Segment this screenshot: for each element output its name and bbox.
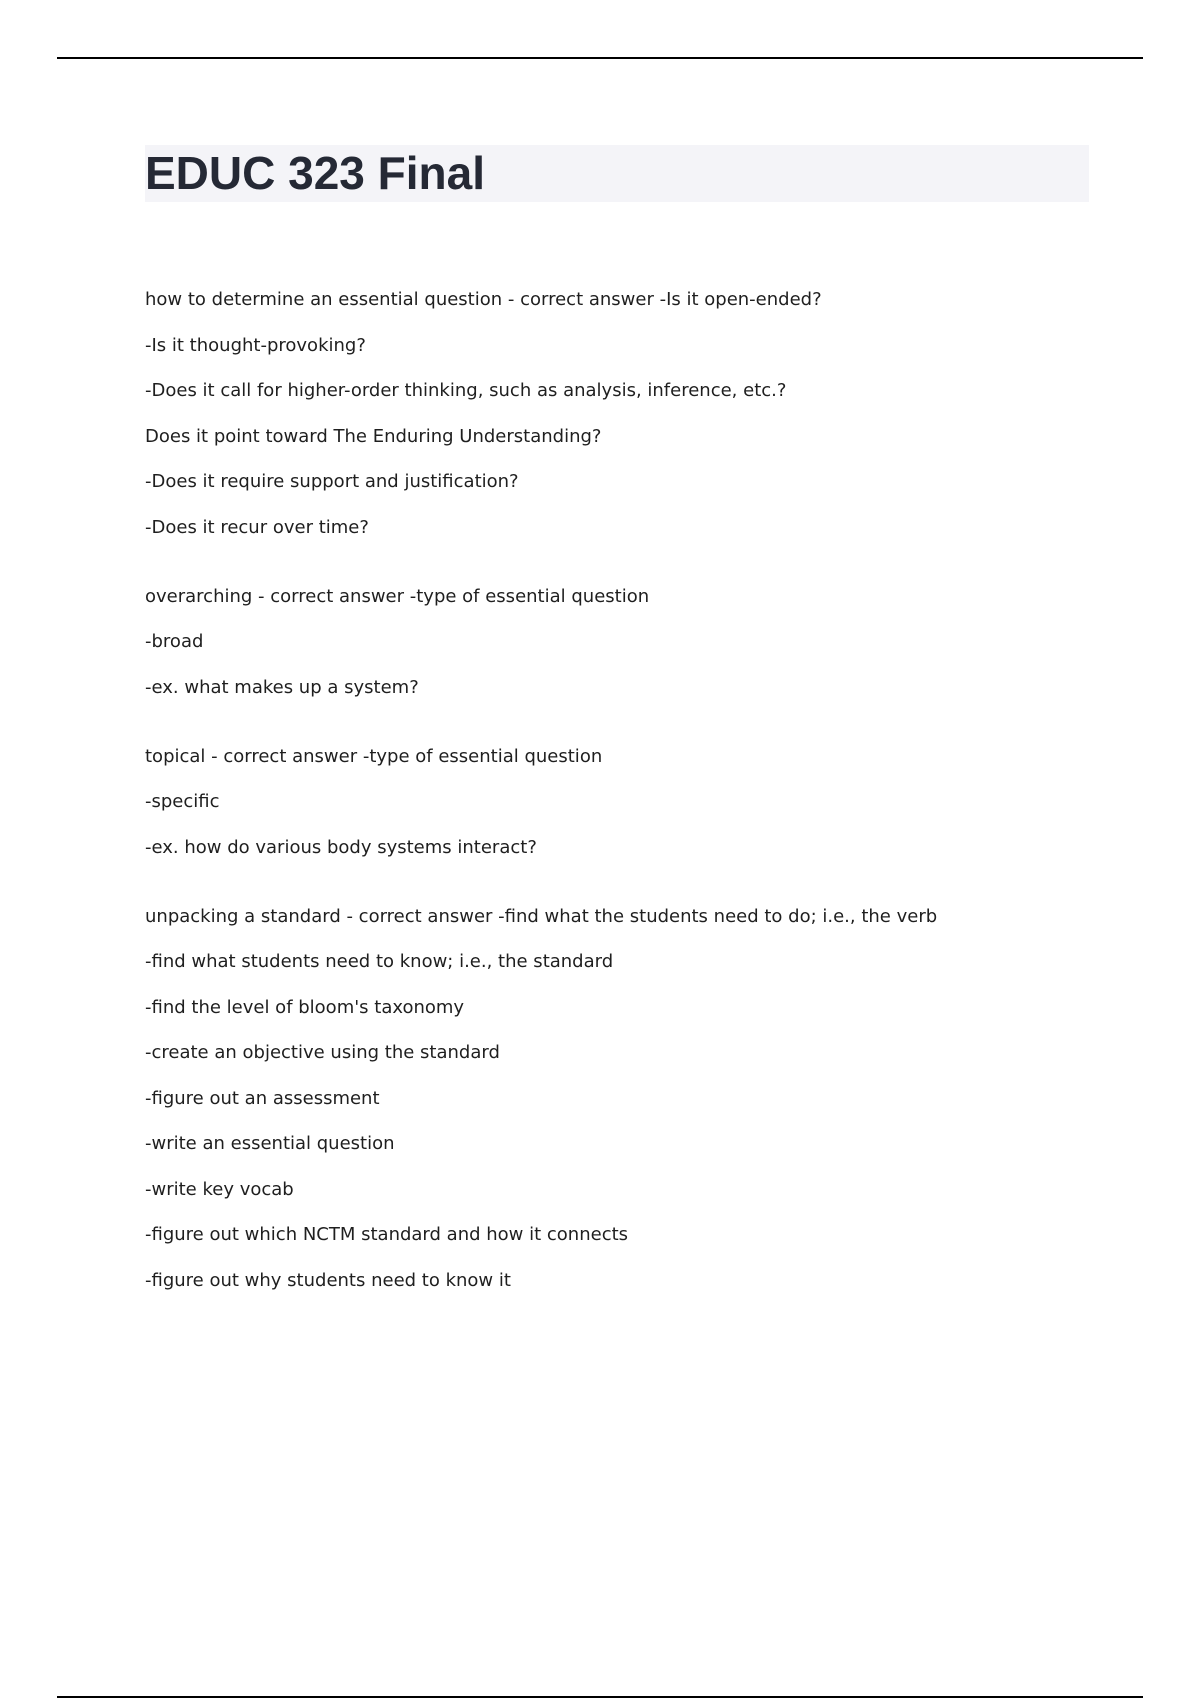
text-line: -ex. how do various body systems interact?	[145, 836, 537, 858]
text-line: -Does it require support and justification?	[145, 471, 519, 492]
qa-block-unpacking-standard	[145, 905, 1089, 1293]
text-line: -figure out why students need to know it	[145, 1269, 511, 1291]
qa-block-topical	[145, 745, 1089, 860]
text-line: Does it point toward The Enduring Understanding?	[145, 425, 602, 447]
text-line: -Does it recur over time?	[145, 516, 369, 538]
text-line: -ex. what makes up a system?	[145, 676, 419, 698]
document-title: EDUC 323 Final	[145, 147, 485, 199]
text-line: how to determine an essential question - correct answer -Is it open-ended?	[145, 289, 822, 310]
text-line: topical - correct answer -type of essential question	[145, 745, 603, 767]
text-line: -Does it call for higher-order thinking, such as analysis, inference, etc.?	[145, 380, 787, 401]
qa-block-essential-question	[145, 288, 1089, 540]
top-rule	[57, 57, 1143, 59]
text-line: -Is it thought-provoking?	[145, 334, 366, 356]
text-line: -write an essential question	[145, 1133, 395, 1154]
text-line: -find the level of bloom's taxonomy	[145, 996, 465, 1018]
text-line: -broad	[145, 631, 204, 652]
bottom-rule	[57, 1696, 1143, 1698]
text-line: -figure out an assessment	[145, 1087, 380, 1109]
text-line: -specific	[145, 791, 220, 812]
text-line: overarching - correct answer -type of essential question	[145, 585, 650, 607]
text-line: -figure out which NCTM standard and how it connects	[145, 1224, 629, 1245]
qa-block-overarching	[145, 585, 1089, 700]
text-line: -create an objective using the standard	[145, 1042, 500, 1063]
text-line: -find what students need to know; i.e., the standard	[145, 951, 614, 972]
document-body	[145, 288, 1089, 1338]
text-line: unpacking a standard - correct answer -find what the students need to do; i.e., the verb	[145, 905, 938, 927]
text-line: -write key vocab	[145, 1178, 294, 1200]
